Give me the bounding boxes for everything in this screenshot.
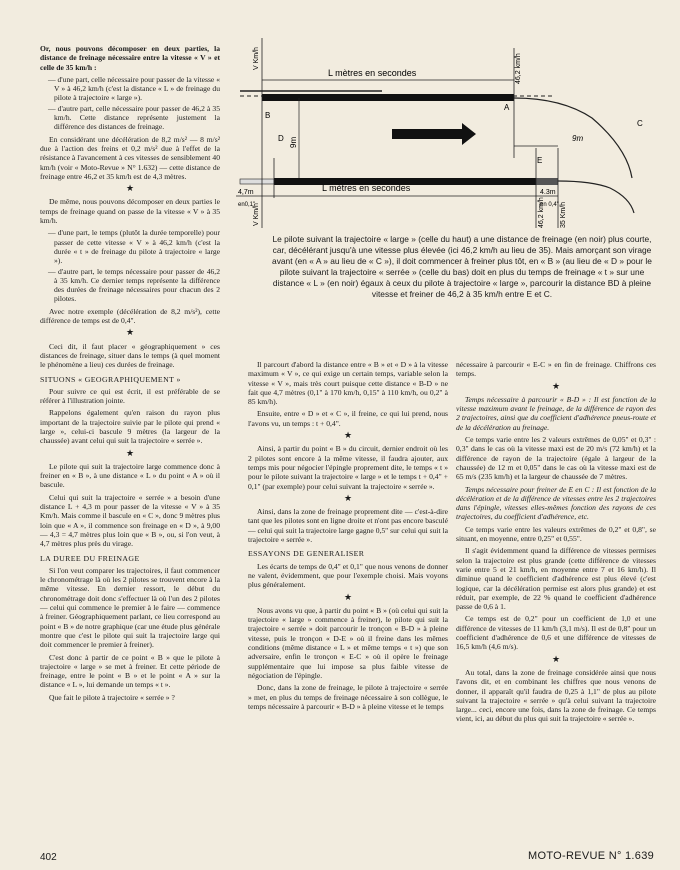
separator-star-icon: ★: [343, 430, 353, 441]
dist-en04-label: en 0,4": [540, 202, 559, 208]
separator-star-icon: ★: [551, 380, 561, 391]
col2-p5: Les écarts de temps de 0,4" et 0,1" que nous venons de donner ne valent, évidemment, que pour l'exemple choisi. Mais voyons plus généralement.: [248, 561, 448, 590]
col2-p4: Ainsi, dans la zone de freinage proprement dite — c'est-à-dire tant que les pilotes sont en ligne droite et n'ont pas encore basculé — celui qui suit la trajectoire large gagne 0,5" sur celui qui suit la trajectoire « serrée ».: [248, 507, 449, 545]
separator-star-icon: ★: [343, 492, 353, 503]
col3-p1: nécessaire à parcourir « E-C » en fin de freinage. Chiffrons ces temps.: [456, 360, 656, 379]
direction-arrow-icon: [392, 123, 476, 145]
bottom-curve: [558, 181, 634, 213]
col1-p5: Ceci dit, il faut placer « géographiquement » ces distances de freinage, situer dans le temps (à quel moment le phénomène a lieu) ces durées de freinage.: [40, 341, 220, 370]
dist-9m-vert-label: 9m: [289, 136, 298, 148]
v-kmh-right-b1-label: 46,2 km/h: [538, 197, 545, 228]
col2-heading-1: ESSAYONS DE GENERALISER: [248, 549, 365, 559]
v-kmh-right-b2-label: 35 Km/h: [560, 201, 567, 228]
col2-p3: Ainsi, à partir du point « B » du circuit, dernier endroit où les 2 pilotes sont encore à la même vitesse, il faudra ajouter, aux temps mis pour négocier l'épingle proprement dite, le temps « t » pour le pilote suivant la trajectoire « large » et le temps t + 0,4" + 0,1" (par exemple) pour celui suivant la trajectoire « serrée ».: [248, 444, 448, 491]
col2-p6: Nous avons vu que, à partir du point « B » (où celui qui suit la trajectoire « large » commence à freiner), le pilote qui suit la trajectoire « serrée » doit parcourir le tronçon « B-D » à pleine vitesse, puis le tronçon « D-E » où il freine dans les mêmes conditions (même distance « L » et même temps « t ») que son adversaire, enfin le tronçon « E-C » où il opère le freinage supplémentaire que lui impose sa plus faible vitesse de négociation de l'épingle.: [248, 605, 448, 680]
separator-star-icon: ★: [125, 183, 135, 194]
col3-p2: Temps nécessaire à parcourir « B-D » : Il est fonction de la vitesse maximum avant le freinage, de la différence de rayon des 2 trajectoires, ainsi que du coefficient d'adhérence pneus-route et de la décélération au freinage.: [456, 394, 656, 432]
dist-en01-label: en0,1": [238, 202, 256, 208]
col3-p3: Ce temps varie entre les 2 valeurs extrêmes de 0,05" et 0,3" : 0,3" dans le cas où la vitesse maxi est de 20 m/s (72 km/h) et la différence de rayon de la trajectoire (égale à largeur de la chaussée) de 12 m et 0,05" dans le cas où la vitesse maxi est de 65 m/s (235 km/h) et la largeur de chaussée de 7 mètres.: [456, 435, 656, 482]
point-c-label: C: [637, 119, 643, 128]
col3-p5: Ce temps varie entre les valeurs extrêmes de 0,2" et 0,8", se situant, en moyenne, entre 0,25" et 0,55".: [456, 524, 656, 544]
col3-p8: Au total, dans la zone de freinage considérée ainsi que nous l'avons dit, et en combinant les chiffres que nous venons de donner, il apparaît qu'il faudra de 0,25 à 1,1" de plus au pilote suivant la trajectoire « serrée » qu'à celui suivant la trajectoire large... ceci, encore une fois, dans la zone de freinage. Ce temps vient, ici, au début du plus qui suit la trajectoire « serrée ».: [456, 667, 656, 724]
col1-p2: En considérant une décélération de 8,2 m/s² — 8 m/s² due à l'action des freins et 0,2 m/s² due à l'effet de la résistance à l'avancement à ces vitesses de sensiblement 40 km/h (voir « Moto-Revue » N° 1.632) — cette distance de freinage entre 46,2 et 35 km/h est de 4,3 mètres.: [40, 134, 220, 181]
col1-p6: Pour suivre ce qui est écrit, il est préférable de se référer à l'illustration jointe.: [40, 386, 220, 406]
column-1: [40, 44, 220, 705]
bd-segment: [240, 179, 274, 184]
point-a-label: A: [504, 103, 510, 112]
col2-p7: Donc, dans la zone de freinage, le pilote à trajectoire « serrée » met, en plus du temps de freinage nécessaire à son collègue, le temps nécessaire à parcourir « B-D » à pleine vitesse et le temps: [248, 683, 448, 711]
col2-p1: Il parcourt d'abord la distance entre « B » et « D » à la vitesse maximum « V », ce qui exige un certain temps, variable selon la vitesse « V », mais très court puisque cette distance « B-D » ne fait que 4,7 mètres (0,1" à 170 km/h, 0,15" à 110 km/h, ou 0,2" à 85 km/h).: [248, 360, 448, 407]
col1-p4: Avec notre exemple (décélération de 8,2 m/s²), cette différence de temps est de 0,4".: [40, 306, 220, 326]
col1-li2: — d'autre part, celle nécessaire pour passer de 46,2 à 35 km/h. Cette distance représente justement la différence des distances de freinage.: [48, 103, 220, 132]
col1-p9: Celui qui suit la trajectoire « serrée » a besoin d'une distance L + 4,3 m pour passer de la vitesse « V » à 35 Km/h. Mais comme il bascule en « C », donc 9 mètres plus loin que « A », il commence son freinage en « D », à 9,00 — 4,3 = 4,7 mètres plus loin que « B », ou, si l'on veut, à 4,7 mètres plus près du virage.: [40, 492, 220, 549]
bottom-L-label: L mètres en secondes: [322, 183, 411, 193]
v-kmh-bottom-label: V Km/h: [253, 203, 260, 226]
diagram-caption: Le pilote suivant la trajectoire « large » (celle du haut) a une distance de freinage (en noir) plus courte, car, décélérant jusqu'à une vitesse plus élevée (ici 46,2 km/h au lieu de 35). Mais amorçant son virage avant (en « A » au lieu de « C »), il doit commencer à freiner plus tôt, en « B » (au lieu de « D » pour le pilote suivant la trajectoire « serrée » (celle du bas) doit en plus du temps de freinage « t » sur une distance « L » (en noir) égaux à ceux du pilote à trajectoire « large », parcourir la distance BD à pleine vitesse et freiner de 46,2 à 35 km/h entre E et C.: [272, 234, 652, 299]
dist-43-label: 4.3m: [540, 189, 556, 196]
col1-heading-1: SITUONS « GEOGRAPHIQUEMENT »: [40, 374, 181, 384]
separator-star-icon: ★: [125, 327, 135, 338]
col1-p12: Que fait le pilote à trajectoire « serrée » ?: [49, 692, 175, 702]
page-number: 402: [40, 852, 57, 863]
point-d-label: D: [278, 134, 284, 143]
magazine-footer: MOTO-REVUE N° 1.639: [528, 850, 655, 862]
col1-li1: — d'une part, celle nécessaire pour passer de la vitesse « V » à 46,2 km/h (c'est la distance « L » de freinage du pilote à trajectoire « large »).: [48, 74, 220, 103]
col1-p7: Rappelons également qu'en raison du rayon plus important de la trajectoire suivie par le pilote qui prend « large », celui-ci bascule 9 mètres (la largeur de la chaussée) avant celui qui suit la trajectoire « serrée ».: [40, 408, 220, 446]
col1-li3: — d'une part, le temps (plutôt la durée temporelle) pour passer de cette vitesse « V » à 46,2 km/h (c'est la durée « t » de freinage du pilote à trajectoire « large »).: [48, 228, 220, 266]
separator-star-icon: ★: [343, 591, 353, 602]
point-e-label: E: [537, 156, 543, 165]
dist-47-label: 4,7m: [238, 189, 254, 196]
trajectory-diagram: [232, 38, 670, 228]
col1-p8: Le pilote qui suit la trajectoire large commence donc à freiner en « B », à une distance « L » du point « A » où il bascule.: [40, 461, 220, 490]
point-b-label: B: [265, 111, 271, 120]
separator-star-icon: ★: [551, 653, 561, 664]
v-kmh-right-top-label: 46,2 km/h: [515, 53, 522, 84]
col3-p6: Il s'agit évidemment quand la différence de vitesses permises selon la trajectoire est plus grande (cette différence de vitesses varie entre 5 et 21 km/h, en moyenne entre 7 et 16 km/h). Il diminue quand le coefficient d'adhérence est plus élevé (c'est logique, car la décélération permise est alors plus grande) et est réduit, par exemple, de 22 % quand le coefficient d'adhérence passe de 0,6 à 1.: [456, 546, 656, 612]
v-kmh-top-label: V Km/h: [253, 47, 260, 70]
col1-list-2: [40, 228, 220, 303]
column-2: [248, 360, 448, 714]
column-3: [456, 360, 656, 727]
col1-p11: C'est donc à partir de ce point « B » que le pilote à trajectoire « large » se met à freiner. Et cette période de freinage, entre le point « B » et le point « A » sur la distance « L », lui demande un temps « t ».: [40, 652, 220, 690]
dist-9m-label: 9m: [572, 134, 584, 143]
ec-braking-bar: [536, 178, 558, 185]
col1-list-1: [40, 75, 220, 132]
top-L-label: L mètres en secondes: [328, 68, 417, 78]
col1-li4: — d'autre part, le temps nécessaire pour passer de 46,2 à 35 km/h. Ce dernier temps représente la différence des durées de freinage nécessaires pour chacun des 2 pilotes.: [48, 266, 220, 304]
col2-p2: Ensuite, entre « D » et « C », il freine, ce qui lui prend, nous l'avons vu, un temps : t + 0,4".: [248, 409, 448, 428]
col3-p7: Ce temps est de 0,2" pour un coefficient de 1,0 et une différence de vitesses de 11 km/h (3,1 m/s). Il est de 0,8" pour un coefficient d'adhérence de 0,6 et une différence de vitesses de 16,5 km/h (4,6 m/s).: [456, 614, 656, 652]
col1-p3: De même, nous pouvons décomposer en deux parties le temps de freinage quand on passe de la vitesse « V » à 35 km/h.: [40, 197, 220, 226]
top-braking-bar: [262, 94, 514, 101]
col1-p10: Si l'on veut comparer les trajectoires, il faut commencer le chronométrage là où les 2 pilotes se trouvent encore à la même vitesse. En dernier ressort, le début du chronométrage doit donc s'effectuer là où l'un des 2 pilotes — celui qui commence le premier à le faire — commence à freiner. Géographiquement parlant, ce lieu correspond au point « B » de notre graphique (car une étude plus générale montre que c'est le pilote qui suit la trajectoire large qui doit commencer le premier à freiner).: [40, 565, 220, 650]
col3-p4: Temps nécessaire pour freiner de E en C : Il est fonction de la décélération et de la différence de vitesses entre les 2 trajectoires dans l'épingle, vitesses elles-mêmes fonction des rayons de ces trajectoires, du coefficient d'adhérence, etc.: [456, 484, 656, 522]
col1-heading-2: LA DUREE DU FREINAGE: [40, 553, 140, 563]
separator-star-icon: ★: [125, 447, 135, 458]
col1-p1: Or, nous pouvons décomposer en deux parties, la distance de freinage nécessaire entre la vitesse « V » et celle de 35 km/h :: [40, 44, 220, 72]
